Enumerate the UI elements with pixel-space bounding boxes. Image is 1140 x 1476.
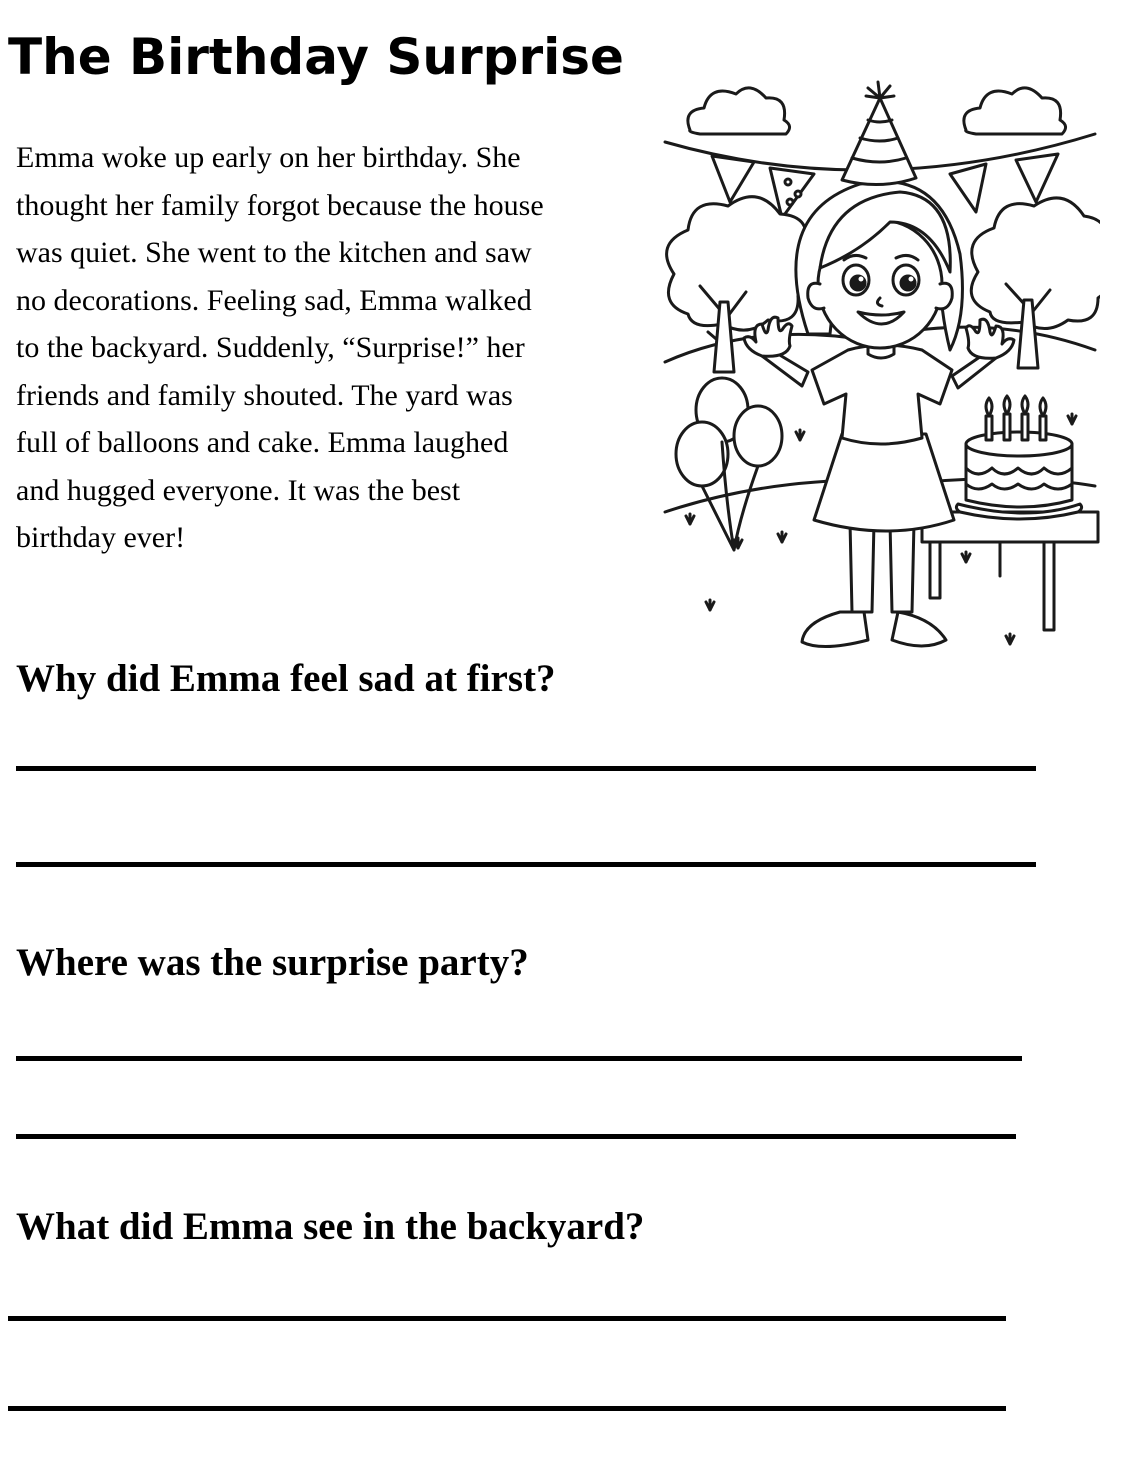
answer-line[interactable] (16, 1056, 1022, 1061)
story-line: friends and family shouted. The yard was (16, 378, 513, 412)
cloud-icon (688, 88, 790, 134)
story-line: birthday ever! (16, 521, 186, 554)
story-line: thought her family forgot because the house (16, 188, 544, 222)
story-line: Emma woke up early on her birthday. She (16, 141, 521, 174)
question-3: What did Emma see in the backyard? (16, 1205, 645, 1248)
answer-line[interactable] (16, 862, 1036, 867)
question-2: Where was the surprise party? (16, 941, 529, 984)
answer-line[interactable] (16, 1134, 1016, 1139)
question-1: Why did Emma feel sad at first? (16, 657, 556, 700)
story-line: and hugged everyone. It was the best (16, 473, 461, 507)
story-line: no decorations. Feeling sad, Emma walked (16, 283, 532, 317)
answer-line[interactable] (8, 1406, 1006, 1411)
cloud-icon (964, 88, 1066, 134)
birthday-girl-illustration-icon (660, 72, 1100, 652)
worksheet-title: The Birthday Surprise (8, 28, 624, 86)
answer-line[interactable] (16, 766, 1036, 771)
story-line: was quiet. She went to the kitchen and saw (16, 236, 532, 269)
story-line: full of balloons and cake. Emma laughed (16, 426, 509, 459)
story-passage (16, 134, 666, 562)
answer-line[interactable] (8, 1316, 1006, 1321)
story-line: to the backyard. Suddenly, “Surprise!” her (16, 331, 525, 364)
